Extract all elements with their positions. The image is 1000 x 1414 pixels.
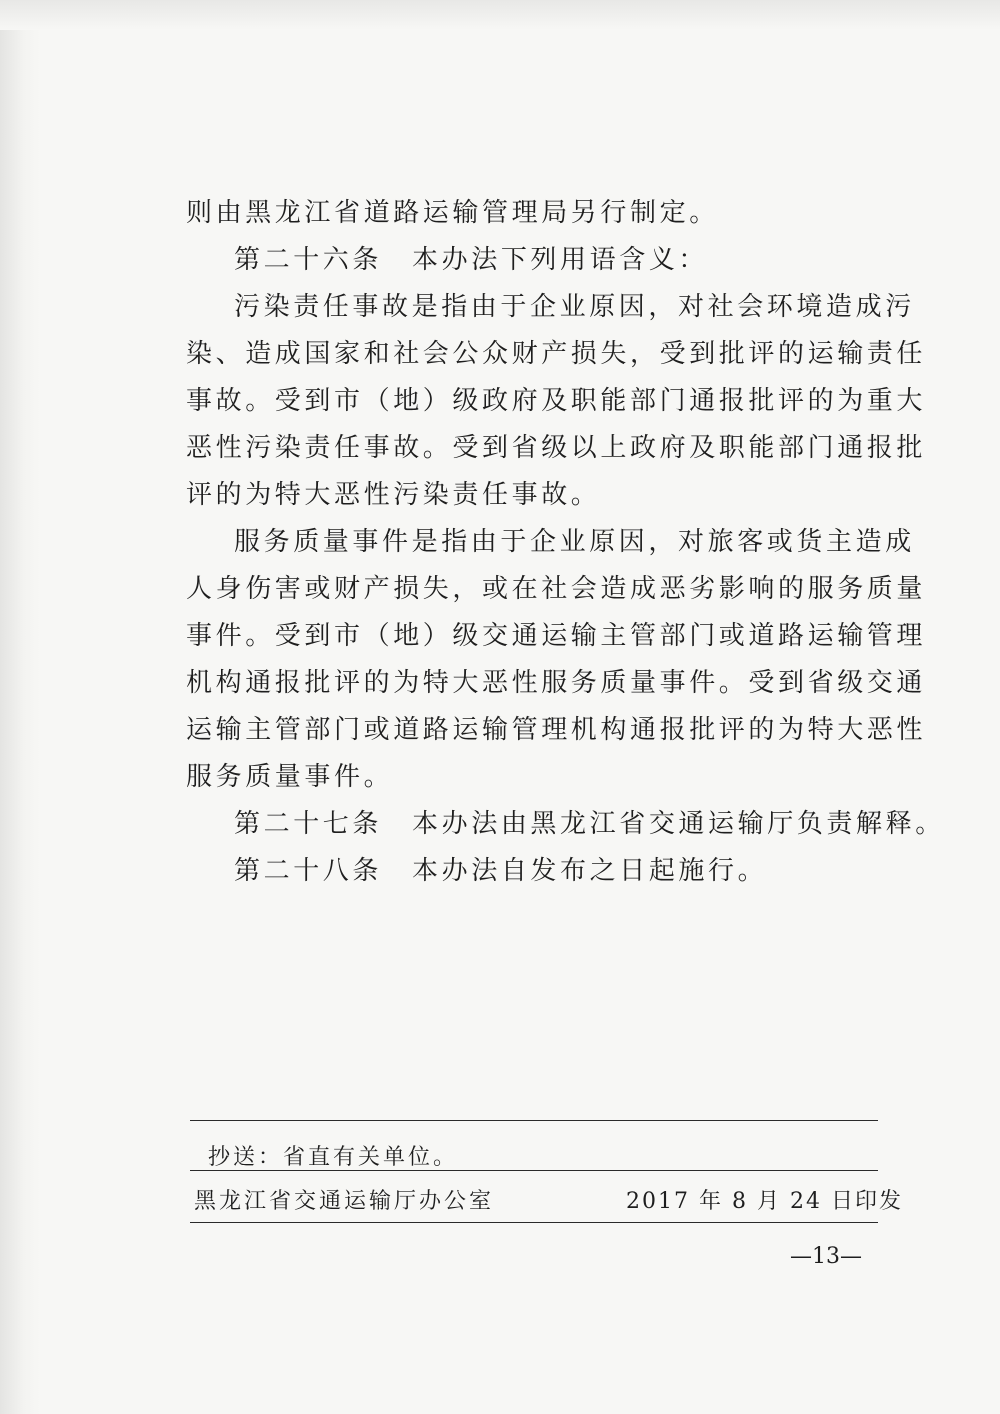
document-body: [186, 190, 945, 895]
paragraph-line: 服务质量事件是指由于企业原因，对旅客或货主造成: [234, 527, 915, 557]
article-26: [186, 237, 876, 284]
scan-edge-top: [0, 0, 1000, 30]
cc-recipients: 抄送：省直有关单位。: [208, 1145, 459, 1170]
footer-rule-middle: [190, 1170, 878, 1171]
article-number: 第二十六条: [234, 245, 383, 275]
article-27: [186, 801, 945, 848]
issuing-office: 黑龙江省交通运输厅办公室: [194, 1189, 495, 1214]
paragraph-line: 事件。受到市（地）级交通运输主管部门或道路运输管理: [186, 621, 927, 651]
paragraph-line: 人身伤害或财产损失，或在社会造成恶劣影响的服务质量: [186, 574, 927, 604]
article-text: 本办法由黑龙江省交通运输厅负责解释。: [412, 809, 945, 839]
article-28: [186, 848, 876, 895]
footer-rule-top: [190, 1120, 878, 1121]
scan-edge: [0, 0, 40, 1414]
paragraph-line: 则由黑龙江省道路运输管理局另行制定。: [186, 198, 719, 228]
issue-date: 2017 年 8 月 24 日印发: [626, 1189, 903, 1214]
paragraph-line: 事故。受到市（地）级政府及职能部门通报批评的为重大: [186, 386, 927, 416]
paragraph-line: 运输主管部门或道路运输管理机构通报批评的为特大恶性: [186, 715, 927, 745]
article-text: 本办法下列用语含义：: [412, 245, 709, 275]
article-number: 第二十八条: [234, 856, 383, 886]
paragraph-line: 评的为特大恶性污染责任事故。: [186, 480, 601, 510]
page-number: —13—: [790, 1244, 862, 1269]
paragraph-line: 服务质量事件。: [186, 762, 394, 792]
article-text: 本办法自发布之日起施行。: [412, 856, 768, 886]
paragraph-line: 污染责任事故是指由于企业原因，对社会环境造成污: [234, 292, 915, 322]
footer-rule-bottom: [190, 1222, 878, 1223]
paragraph-line: 染、造成国家和社会公众财产损失，受到批评的运输责任: [186, 339, 927, 369]
article-number: 第二十七条: [234, 809, 383, 839]
paragraph-line: 机构通报批评的为特大恶性服务质量事件。受到省级交通: [186, 668, 927, 698]
paragraph-line: 恶性污染责任事故。受到省级以上政府及职能部门通报批: [186, 433, 927, 463]
